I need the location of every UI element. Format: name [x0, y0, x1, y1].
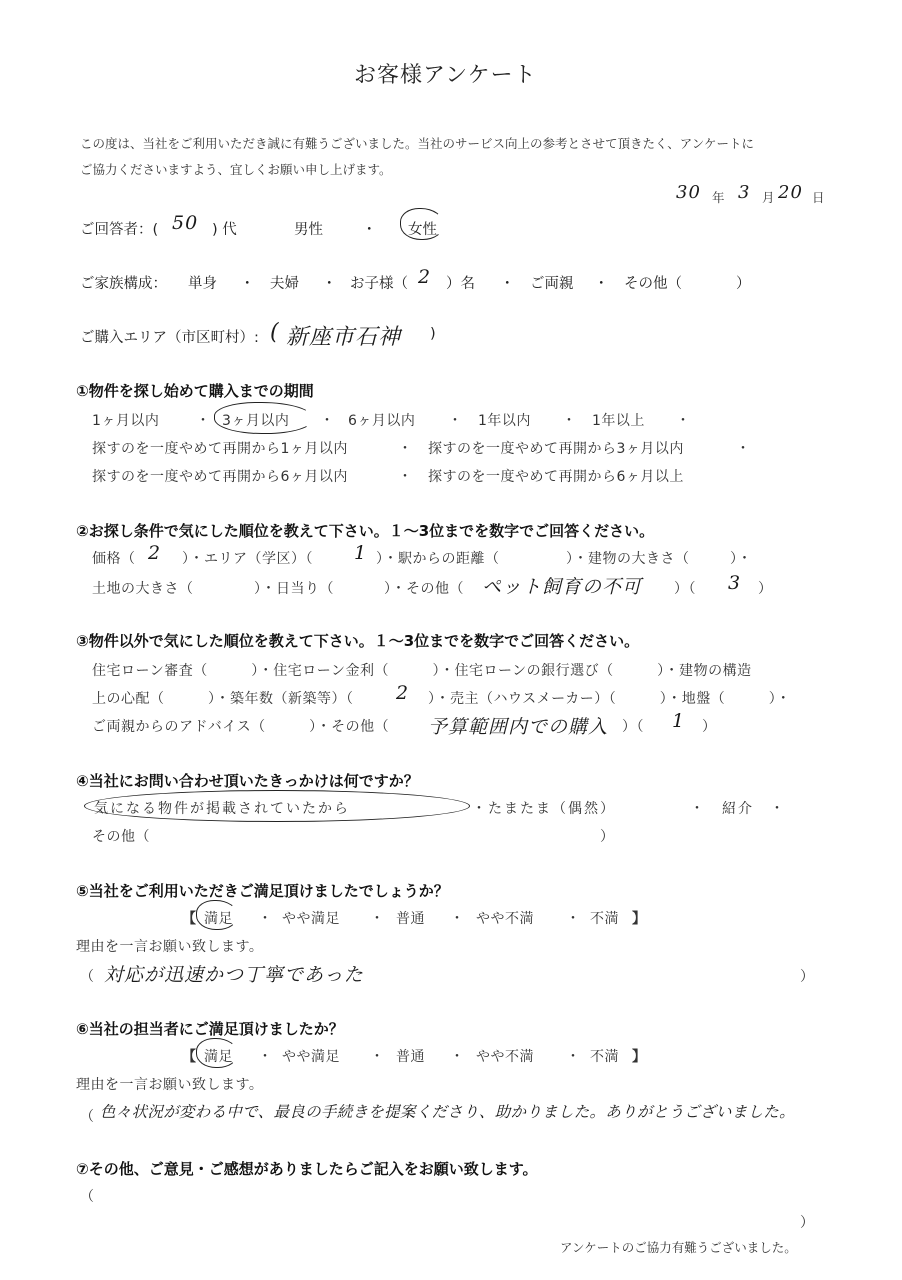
q1-option-1y[interactable]: 1年以内 [478, 413, 531, 429]
q3-heading: ③物件以外で気にした順位を教えて下さい。１～3位までを数字でご回答ください。 [76, 632, 640, 650]
family-sep-4: ・ [594, 276, 609, 292]
date-month-label: 月 [762, 190, 775, 205]
area-close: ) [430, 326, 436, 342]
q1-heading: ①物件を探し始めて購入までの期間 [76, 382, 314, 400]
q2-other-rank: 3 [728, 572, 742, 594]
q1-option-restart-3m[interactable]: 探すのを一度やめて再開から3ヶ月以内 [428, 441, 684, 457]
q2-heading: ②お探し条件で気にした順位を教えて下さい。１～3位までを数字でご回答ください。 [76, 522, 655, 540]
female-circle-mark [400, 208, 444, 240]
q5-option-somewhat-dissatisfied[interactable]: やや不満 [476, 911, 534, 927]
q1-sep: ・ [736, 441, 751, 457]
date-year-label: 年 [712, 190, 725, 205]
family-sep-3: ・ [500, 276, 515, 292]
q5-reason-label: 理由を一言お願い致します。 [76, 939, 264, 955]
date-day-label: 日 [812, 190, 825, 205]
q6-option-neutral[interactable]: 普通 [396, 1049, 425, 1065]
q5-option-satisfied[interactable]: 満足 [204, 911, 233, 927]
q6-option-satisfied[interactable]: 満足 [204, 1049, 233, 1065]
q3-line-3b: ）（ [622, 719, 644, 735]
q6-sep: ・ [450, 1049, 465, 1065]
q5-sep: ・ [370, 911, 385, 927]
q5-circle-mark [196, 900, 238, 930]
q2-price-label: 価格（ [92, 551, 136, 567]
q1-option-1m[interactable]: 1ヶ月以内 [92, 413, 160, 429]
q2-other-value: ペット飼育の不可 [482, 576, 643, 598]
family-sep-1: ・ [240, 276, 255, 292]
q4-other-close: ） [600, 829, 615, 845]
q1-option-restart-1m[interactable]: 探すのを一度やめて再開から1ヶ月以内 [92, 441, 348, 457]
q5-reason-close: ） [800, 969, 815, 985]
date-day: 20 [778, 182, 803, 203]
q2-close-dot: ）・ [730, 551, 752, 567]
q1-option-restart-6m-plus[interactable]: 探すのを一度やめて再開から6ヶ月以上 [428, 469, 684, 485]
q6-sep: ・ [258, 1049, 273, 1065]
q3-line-3a: ご両親からのアドバイス（ ）・その他（ [92, 719, 390, 735]
date-year: 30 [676, 182, 701, 203]
q4-option-referral[interactable]: ・ 紹介 ・ [690, 801, 786, 817]
q2-area-label: ）・エリア（学区）（ [182, 551, 313, 567]
q5-option-somewhat-satisfied[interactable]: やや満足 [282, 911, 340, 927]
q5-sep: ・ [450, 911, 465, 927]
q3-line-2a: 上の心配（ ）・築年数（新築等）（ [92, 691, 354, 707]
q4-option-chance[interactable]: ・たまたま（偶然） [472, 801, 616, 817]
family-parents-option[interactable]: ご両親 [530, 276, 574, 292]
q1-option-3m[interactable]: 3ヶ月以内 [222, 413, 290, 429]
family-other-close: ） [736, 276, 751, 292]
family-children-suffix: ）名 [446, 276, 475, 292]
q5-reason-open: （ [80, 969, 95, 985]
q2-station-label: ）・駅からの距離（ [376, 551, 500, 567]
q1-sep: ・ [562, 413, 577, 429]
q7-heading: ⑦その他、ご意見・ご感想がありましたらご記入をお願い致します。 [76, 1160, 538, 1178]
intro-line-2: ご協力くださいますよう、宜しくお願い申し上げます。 [80, 162, 392, 177]
family-label: ご家族構成： [80, 276, 167, 292]
q5-option-neutral[interactable]: 普通 [396, 911, 425, 927]
family-sep-2: ・ [322, 276, 337, 292]
q1-sep: ・ [676, 413, 691, 429]
q2-other-rank-open: ）（ [674, 581, 696, 597]
q6-heading: ⑥当社の担当者にご満足頂けましたか？ [76, 1020, 344, 1038]
q6-bracket-close: 】 [632, 1049, 647, 1065]
q3-line-1: 住宅ローン審査（ ）・住宅ローン金利（ ）・住宅ローンの銀行選び（ ）・建物の構造 [92, 663, 752, 679]
q4-heading: ④当社にお問い合わせ頂いたきっかけは何ですか？ [76, 772, 419, 790]
q2-price-rank: 2 [148, 542, 162, 564]
q5-bracket-close: 】 [632, 911, 647, 927]
gender-male-option[interactable]: 男性 [294, 222, 323, 238]
q1-sep: ・ [196, 413, 211, 429]
q2-other-rank-close: ） [758, 581, 773, 597]
q2-area-rank: 1 [354, 542, 368, 564]
q3-other-rank: 1 [672, 710, 686, 732]
respondent-age-suffix: ) 代 [212, 222, 237, 238]
respondent-age: 50 [172, 212, 199, 234]
q6-sep: ・ [566, 1049, 581, 1065]
q1-sep: ・ [448, 413, 463, 429]
q3-line-2b: ）・売主（ハウスメーカー）（ ）・地盤（ ）・ [428, 691, 791, 707]
q2-building-size-label: ）・建物の大きさ（ [566, 551, 690, 567]
q1-sep: ・ [398, 441, 413, 457]
q7-close: ） [800, 1215, 815, 1231]
q5-option-dissatisfied[interactable]: 不満 [590, 911, 619, 927]
q1-option-restart-6m[interactable]: 探すのを一度やめて再開から6ヶ月以内 [92, 469, 348, 485]
q5-heading: ⑤当社をご利用いただきご満足頂けましたでしょうか？ [76, 882, 449, 900]
q6-option-somewhat-dissatisfied[interactable]: やや不満 [476, 1049, 534, 1065]
q1-circle-mark [214, 402, 314, 434]
area-open: ( [270, 320, 280, 345]
family-children-count: 2 [418, 266, 432, 288]
q5-reason-text: 対応が迅速かつ丁寧であった [104, 964, 364, 986]
area-label: ご購入エリア（市区町村）: [80, 330, 259, 346]
q6-reason-open: （ [80, 1109, 95, 1125]
q3-age-rank: 2 [396, 682, 410, 704]
q1-sep: ・ [398, 469, 413, 485]
date-month: 3 [738, 182, 751, 203]
q5-bracket-open: 【 [182, 911, 197, 927]
q6-reason-label: 理由を一言お願い致します。 [76, 1077, 264, 1093]
q4-option-listing[interactable]: 気になる物件が掲載されていたから [94, 801, 350, 817]
q6-option-dissatisfied[interactable]: 不満 [590, 1049, 619, 1065]
q4-other-label[interactable]: その他（ [92, 829, 150, 845]
q7-open: （ [80, 1189, 95, 1205]
family-children-prefix: お子様（ [350, 276, 408, 292]
q3-line-3c: ） [702, 719, 717, 735]
q5-sep: ・ [566, 911, 581, 927]
area-value: 新座市石神 [286, 325, 402, 350]
survey-title: お客様アンケート [354, 63, 537, 88]
family-single-option[interactable]: 単身 [188, 276, 217, 292]
q1-sep: ・ [320, 413, 335, 429]
gender-female-option[interactable]: 女性 [408, 222, 437, 238]
q6-sep: ・ [370, 1049, 385, 1065]
q1-option-1y-plus[interactable]: 1年以上 [592, 413, 645, 429]
q1-option-6m[interactable]: 6ヶ月以内 [348, 413, 416, 429]
intro-line-1: この度は、当社をご利用いただき誠に有難うございました。当社のサービス向上の参考とさせて頂きたく、アンケートに [80, 136, 755, 151]
respondent-label: ご回答者：( [80, 222, 159, 238]
q6-option-somewhat-satisfied[interactable]: やや満足 [282, 1049, 340, 1065]
q6-circle-mark [196, 1038, 238, 1068]
q2-land-size-label: 土地の大きさ（ [92, 581, 194, 597]
family-other-option[interactable]: その他（ [624, 276, 682, 292]
q2-other-label: ）・その他（ [384, 581, 464, 597]
q3-other-value: 予算範囲内での購入 [428, 716, 609, 738]
q2-sunlight-label: ）・日当り（ [254, 581, 334, 597]
q6-reason-text: 色々状況が変わる中で、最良の手続きを提案くださり、助かりました。ありがとうございました。 [100, 1103, 795, 1121]
gender-separator: ・ [362, 222, 377, 238]
q4-circle-mark [84, 790, 470, 822]
q6-bracket-open: 【 [182, 1049, 197, 1065]
family-couple-option[interactable]: 夫婦 [270, 276, 299, 292]
footer-thanks: アンケートのご協力有難うございました。 [560, 1240, 797, 1255]
q5-sep: ・ [258, 911, 273, 927]
